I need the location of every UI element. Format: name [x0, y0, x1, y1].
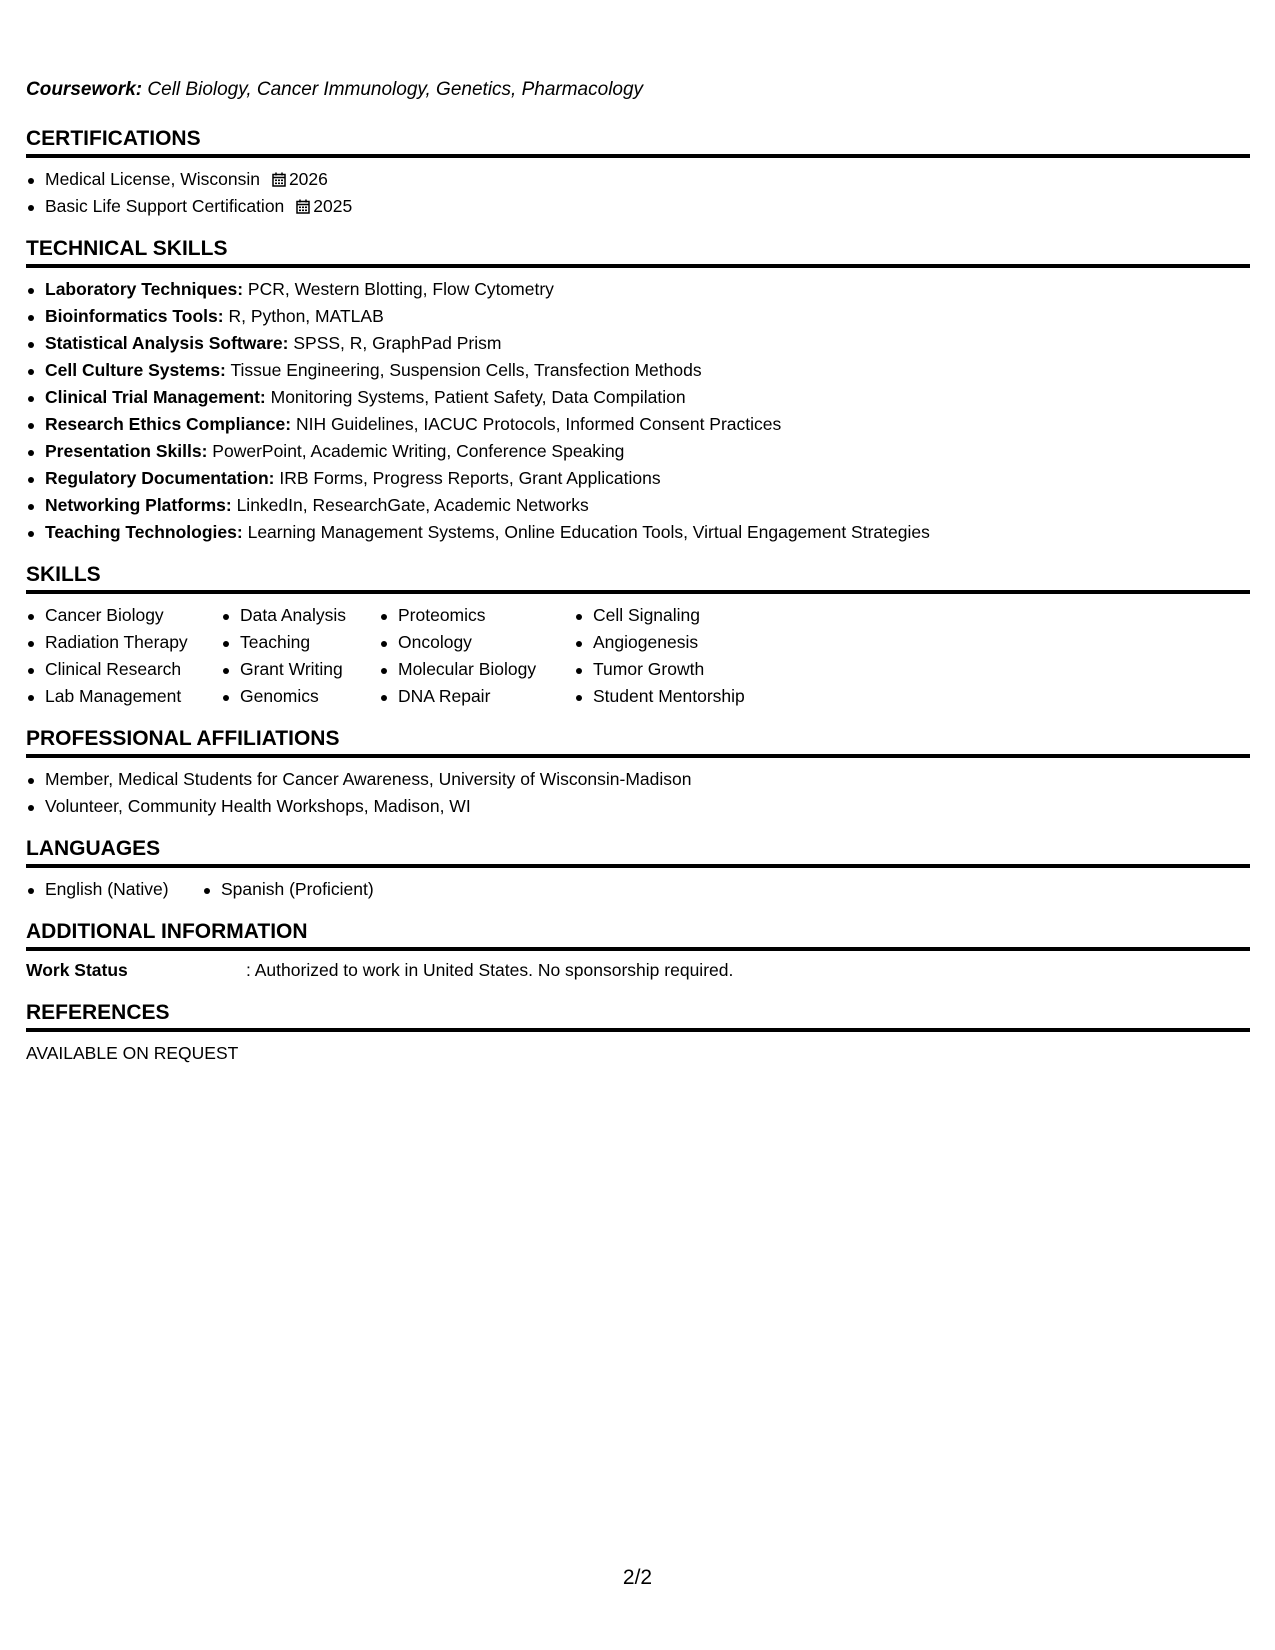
skill-item: Proteomics [379, 602, 574, 629]
coursework-label: Coursework: [26, 79, 143, 100]
technical-skill-value: LinkedIn, ResearchGate, Academic Networks [236, 495, 589, 515]
affiliation-item: Volunteer, Community Health Workshops, Madison, WI [26, 793, 1250, 820]
affiliation-item: Member, Medical Students for Cancer Awareness, University of Wisconsin-Madison [26, 766, 1250, 793]
certification-year: 2026 [288, 169, 328, 189]
technical-skill-item [26, 384, 1250, 411]
technical-skill-item [26, 357, 1250, 384]
certification-item [26, 193, 1250, 220]
skills-column [221, 602, 379, 710]
skill-item: Molecular Biology [379, 656, 574, 683]
resume-page [26, 76, 1250, 1083]
technical-skill-label: Regulatory Documentation: [45, 468, 275, 488]
section-title-certifications: CERTIFICATIONS [26, 126, 1250, 158]
technical-skill-value: PCR, Western Blotting, Flow Cytometry [247, 279, 554, 299]
affiliations-list [26, 766, 1250, 820]
section-title-additional-info: ADDITIONAL INFORMATION [26, 919, 1250, 951]
skills-section [26, 562, 1250, 710]
certification-name: Medical License, Wisconsin [45, 169, 260, 189]
technical-skill-label: Research Ethics Compliance: [45, 414, 292, 434]
technical-skill-value: Tissue Engineering, Suspension Cells, Transfection Methods [230, 360, 702, 380]
technical-skill-label: Cell Culture Systems: [45, 360, 226, 380]
additional-info-section [26, 919, 1250, 984]
section-title-references: REFERENCES [26, 1000, 1250, 1032]
calendar-icon [272, 172, 286, 187]
section-title-technical-skills: TECHNICAL SKILLS [26, 236, 1250, 268]
languages-row [26, 876, 1250, 903]
skill-item: Lab Management [26, 683, 221, 710]
technical-skill-label: Clinical Trial Management: [45, 387, 266, 407]
technical-skill-value: IRB Forms, Progress Reports, Grant Applications [279, 468, 661, 488]
skill-item: Radiation Therapy [26, 629, 221, 656]
skill-item: Clinical Research [26, 656, 221, 683]
technical-skill-item [26, 276, 1250, 303]
references-text: AVAILABLE ON REQUEST [26, 1043, 239, 1063]
references-section [26, 1000, 1250, 1067]
skill-item: Genomics [221, 683, 379, 710]
skill-item: Student Mentorship [574, 683, 774, 710]
work-status-value: : Authorized to work in United States. No sponsorship required. [246, 960, 734, 980]
section-title-languages: LANGUAGES [26, 836, 1250, 868]
skill-item: Cell Signaling [574, 602, 774, 629]
certification-year: 2025 [313, 196, 353, 216]
technical-skill-item [26, 492, 1250, 519]
language-item: English (Native) [26, 876, 202, 903]
section-title-affiliations: PROFESSIONAL AFFILIATIONS [26, 726, 1250, 758]
skill-item: Tumor Growth [574, 656, 774, 683]
coursework-text: Cell Biology, Cancer Immunology, Genetics, Pharmacology [147, 79, 644, 100]
technical-skills-list [26, 276, 1250, 546]
technical-skill-item [26, 519, 1250, 546]
technical-skill-label: Bioinformatics Tools: [45, 306, 224, 326]
technical-skill-value: Monitoring Systems, Patient Safety, Data Compilation [270, 387, 686, 407]
technical-skill-label: Teaching Technologies: [45, 522, 243, 542]
technical-skill-item [26, 303, 1250, 330]
skill-item: Oncology [379, 629, 574, 656]
languages-section [26, 836, 1250, 903]
section-title-skills: SKILLS [26, 562, 1250, 594]
work-status-label: Work Status [26, 960, 128, 980]
technical-skill-value: NIH Guidelines, IACUC Protocols, Informed Consent Practices [295, 414, 782, 434]
certification-item [26, 166, 1250, 193]
skill-item: DNA Repair [379, 683, 574, 710]
technical-skill-item [26, 438, 1250, 465]
skill-item: Grant Writing [221, 656, 379, 683]
technical-skill-value: PowerPoint, Academic Writing, Conference Speaking [212, 441, 625, 461]
skill-item: Angiogenesis [574, 629, 774, 656]
languages-column [26, 876, 202, 903]
technical-skill-item [26, 411, 1250, 438]
technical-skill-label: Laboratory Techniques: [45, 279, 244, 299]
skill-item: Cancer Biology [26, 602, 221, 629]
certifications-list [26, 166, 1250, 220]
skills-column [26, 602, 221, 710]
calendar-icon [296, 199, 310, 214]
technical-skill-item [26, 465, 1250, 492]
skills-column [379, 602, 574, 710]
language-item: Spanish (Proficient) [202, 876, 374, 903]
skill-item: Teaching [221, 629, 379, 656]
technical-skills-section [26, 236, 1250, 546]
certification-name: Basic Life Support Certification [45, 196, 285, 216]
technical-skill-value: R, Python, MATLAB [228, 306, 384, 326]
skills-column [574, 602, 774, 710]
languages-column [202, 876, 374, 903]
page-number: 2/2 [622, 1566, 653, 1589]
technical-skill-label: Statistical Analysis Software: [45, 333, 289, 353]
technical-skill-label: Networking Platforms: [45, 495, 232, 515]
skills-grid [26, 602, 1250, 710]
coursework-line [26, 76, 1250, 104]
skill-item: Data Analysis [221, 602, 379, 629]
technical-skill-item [26, 330, 1250, 357]
work-status-row [26, 957, 1250, 984]
affiliations-section [26, 726, 1250, 820]
certifications-section [26, 126, 1250, 220]
technical-skill-value: Learning Management Systems, Online Education Tools, Virtual Engagement Strategies [247, 522, 930, 542]
technical-skill-label: Presentation Skills: [45, 441, 208, 461]
technical-skill-value: SPSS, R, GraphPad Prism [293, 333, 502, 353]
